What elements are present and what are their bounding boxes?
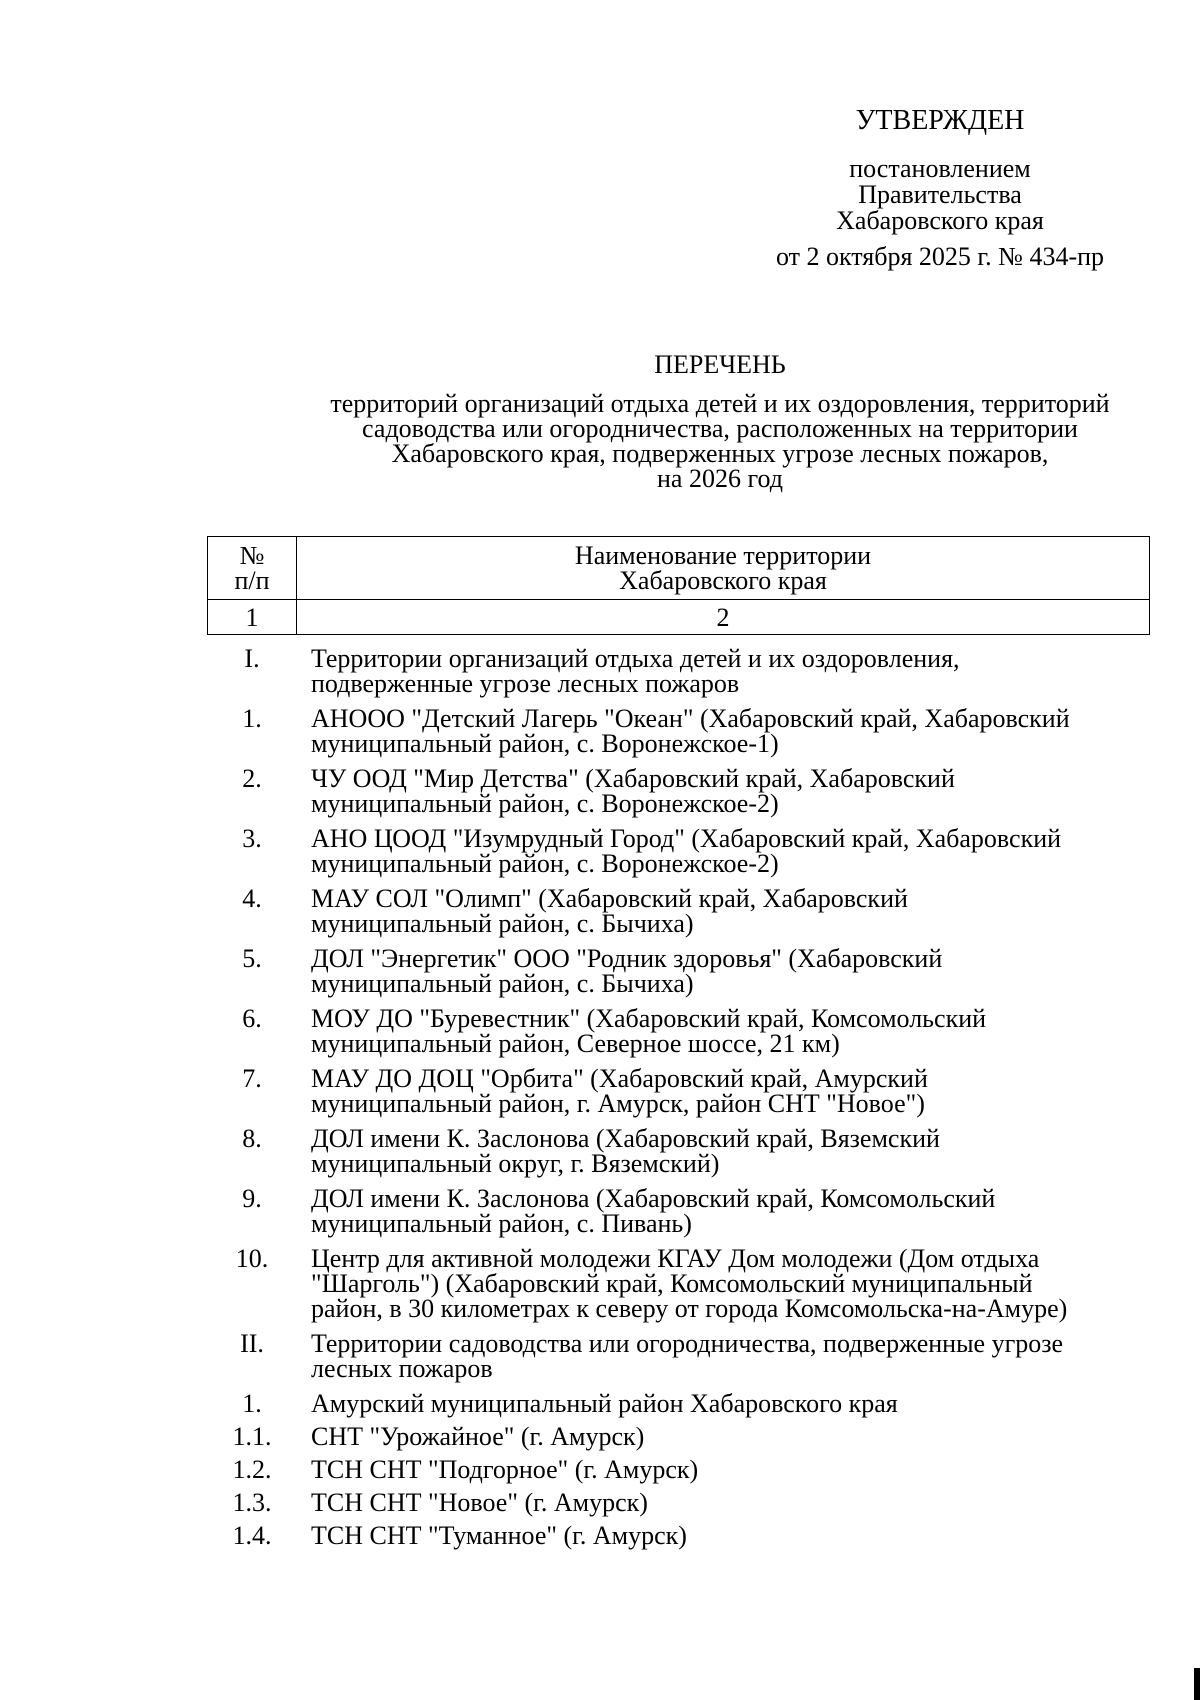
row-text [297,766,1167,816]
row-text-line: Территории организаций отдыха детей и их оздоровления, [311,644,960,673]
row-text [297,1006,1167,1056]
column-index-2: 2 [297,600,1150,635]
row-text-line: муниципальный район, с. Пивань) [311,1209,692,1238]
row-text-line: "Шарголь") (Хабаровский край, Комсомольский муниципальный [311,1269,1033,1298]
table-row [207,946,1167,996]
approval-stamp [740,105,1140,271]
row-text-line: Территории садоводства или огородничества, подверженные угрозе [311,1329,1064,1358]
row-number: 7. [242,1064,262,1093]
row-number: 9. [242,1184,262,1213]
approval-line-2: Правительства [858,180,1022,209]
row-text [297,886,1167,936]
approved-label: УТВЕРЖДЕН [855,105,1025,136]
row-text-line: лесных пожаров [311,1354,493,1383]
table-row [207,1186,1167,1236]
subtitle-line: территорий организаций отдыха детей и их оздоровления, территорий [330,389,1110,418]
row-text [297,1391,1167,1416]
row-number: 1. [242,1389,262,1418]
row-number: 1.3. [232,1488,272,1517]
row-text [297,1066,1167,1116]
row-number: 1.2. [232,1455,272,1484]
page-edge-mark [1194,1668,1200,1700]
table-row [207,1391,1167,1416]
table-row [207,826,1167,876]
row-number: 3. [242,824,262,853]
header-name-cell [297,537,1150,600]
table-row [207,1457,1167,1482]
row-text-line: ТСН СНТ "Туманное" (г. Амурск) [311,1521,687,1550]
section-row-II [207,1331,1167,1381]
section-row-I [207,646,1167,696]
row-text-line: муниципальный район, с. Воронежское-1) [311,729,779,758]
table-row [207,1006,1167,1056]
row-text [297,1126,1167,1176]
table-body [207,646,1167,1556]
row-text-line: ЧУ ООД "Мир Детства" (Хабаровский край, Хабаровский [311,764,955,793]
approval-line-3: Хабаровского края [836,206,1044,235]
row-text-line: ДОЛ имени К. Заслонова (Хабаровский край, Комсомольский [311,1184,996,1213]
table-row [207,1126,1167,1176]
row-text-line: ТСН СНТ "Подгорное" (г. Амурск) [311,1455,699,1484]
row-text-line: подверженные угрозе лесных пожаров [311,669,740,698]
table-row [207,1066,1167,1116]
header-num-cell [208,537,297,600]
table-row [207,766,1167,816]
row-number: I. [244,644,260,673]
row-text-line: муниципальный район, с. Воронежское-2) [311,789,779,818]
subtitle-line: Хабаровского края, подверженных угрозе лесных пожаров, [391,439,1049,468]
row-text [297,1186,1167,1236]
header-name-line-2: Хабаровского края [619,566,827,595]
row-text [297,1246,1167,1321]
row-text-line: ДОЛ "Энергетик" ООО "Родник здоровья" (Хабаровский [311,944,943,973]
table-row [207,886,1167,936]
row-text-line: АНО ЦООД "Изумрудный Город" (Хабаровский край, Хабаровский [311,824,1062,853]
header-name-line-1: Наименование территории [574,541,872,570]
row-number: 2. [242,764,262,793]
row-number: 10. [235,1244,269,1273]
row-text-line: АНООО "Детский Лагерь "Океан" (Хабаровский край, Хабаровский [311,704,1070,733]
row-text-line: муниципальный район, с. Бычиха) [311,909,694,938]
table-row [207,1424,1167,1449]
header-num-label: п/п [234,566,270,595]
row-text-line: Амурский муниципальный район Хабаровского края [311,1389,898,1418]
row-text [297,706,1167,756]
row-number: 1.4. [232,1521,272,1550]
approval-date: от 2 октября 2025 г. № 434-пр [775,242,1105,271]
subtitle-line: садоводства или огородничества, расположенных на территории [362,414,1078,443]
row-text [297,1490,1167,1515]
table-row [207,1246,1167,1321]
table-row [207,1523,1167,1548]
table-row [207,706,1167,756]
row-text-line: МАУ ДО ДОЦ "Орбита" (Хабаровский край, Амурский [311,1064,928,1093]
row-text-line: муниципальный район, с. Воронежское-2) [311,849,779,878]
title-main: ПЕРЕЧЕНЬ [654,350,786,379]
header-num-symbol: № [239,541,265,570]
row-text [297,1424,1167,1449]
column-index-1: 1 [208,600,297,635]
row-text-line: муниципальный район, г. Амурск, район СНТ "Новое") [311,1089,925,1118]
row-text-line: муниципальный район, с. Бычиха) [311,969,694,998]
row-number: II. [240,1329,264,1358]
table-row [207,1490,1167,1515]
row-text-line: муниципальный район, Северное шоссе, 21 км) [311,1029,840,1058]
column-index-row [208,600,1150,635]
row-text-line: Центр для активной молодежи КГАУ Дом молодежи (Дом отдыха [311,1244,1040,1273]
row-text-line: СНТ "Урожайное" (г. Амурск) [311,1422,645,1451]
row-text [297,646,1167,696]
row-text [297,1331,1167,1381]
row-text-line: МАУ СОЛ "Олимп" (Хабаровский край, Хабаровский [311,884,908,913]
row-text-line: муниципальный округ, г. Вяземский) [311,1149,720,1178]
row-text-line: МОУ ДО "Буревестник" (Хабаровский край, Комсомольский [311,1004,987,1033]
row-text-line: ТСН СНТ "Новое" (г. Амурск) [311,1488,648,1517]
table-header [207,536,1150,635]
row-text [297,1457,1167,1482]
approval-line-1: постановлением [849,154,1031,183]
row-number: 4. [242,884,262,913]
row-text [297,946,1167,996]
row-text [297,826,1167,876]
document-title [200,352,1200,491]
row-text-line: район, в 30 километрах к северу от города Комсомольска-на-Амуре) [311,1294,1068,1323]
row-number: 1.1. [232,1422,272,1451]
row-number: 8. [242,1124,262,1153]
row-text [297,1523,1167,1548]
row-number: 1. [242,704,262,733]
row-number: 5. [242,944,262,973]
row-text-line: ДОЛ имени К. Заслонова (Хабаровский край, Вяземский [311,1124,940,1153]
header-row [208,537,1150,600]
row-number: 6. [242,1004,262,1033]
subtitle-line: на 2026 год [657,464,783,493]
